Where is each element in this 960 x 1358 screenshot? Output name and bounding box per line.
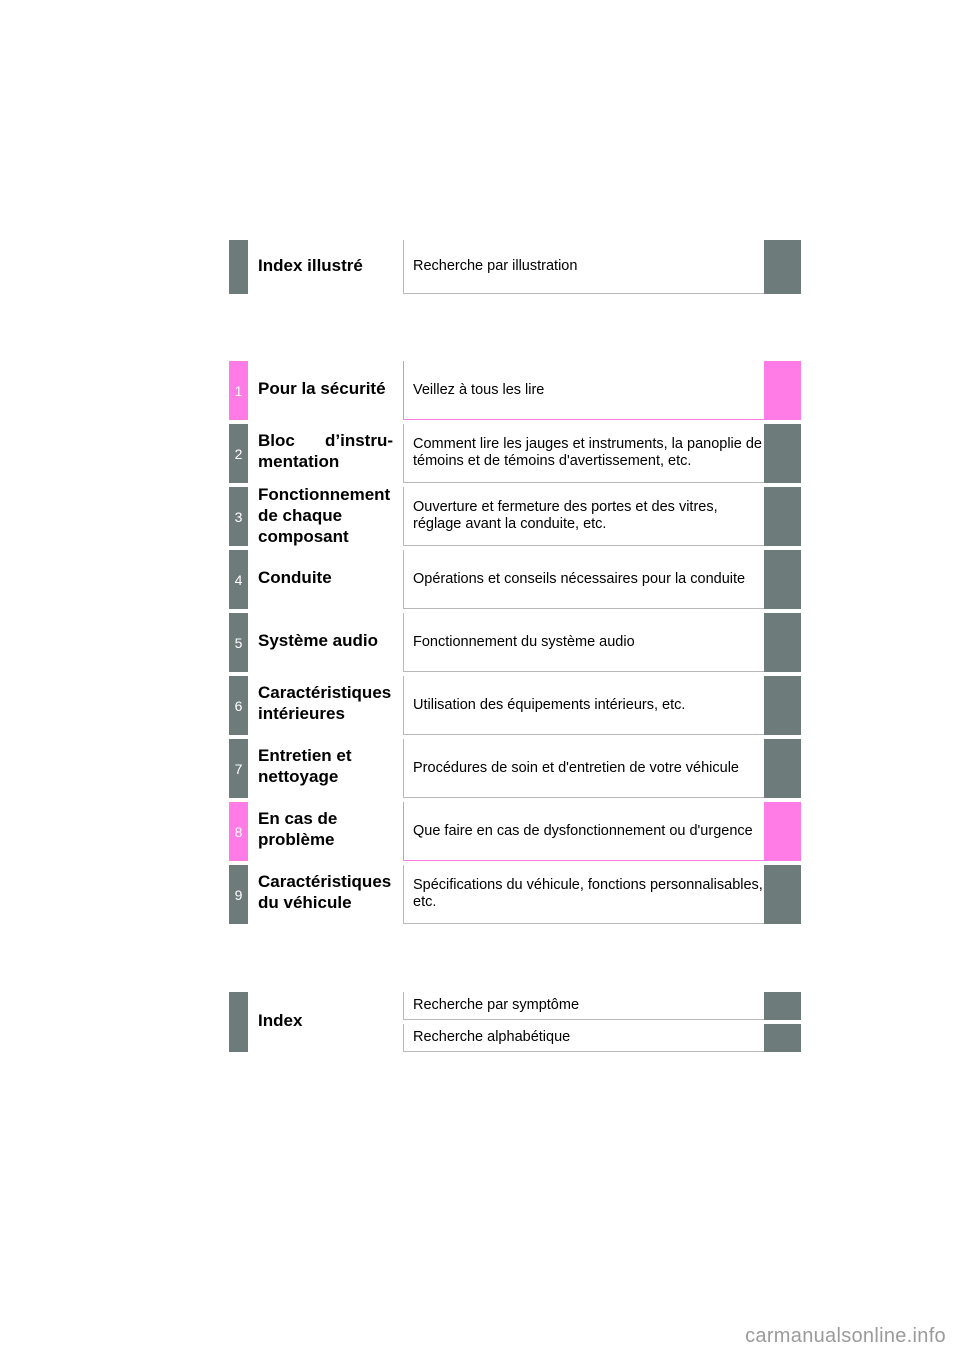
chapter-number: 2 bbox=[229, 424, 248, 483]
index-alphabetical-tab bbox=[764, 1024, 801, 1052]
index-row bbox=[229, 992, 801, 1052]
chapter-tab-right bbox=[764, 865, 801, 924]
chapter-tab-right bbox=[764, 802, 801, 861]
chapter-description: Fonctionnement du système audio bbox=[403, 613, 764, 672]
chapter-number: 1 bbox=[229, 361, 248, 420]
chapter-number: 9 bbox=[229, 865, 248, 924]
illustrated-index-row[interactable] bbox=[229, 240, 801, 294]
chapter-number: 7 bbox=[229, 739, 248, 798]
chapter-description: Spécifications du véhicule, fonctions personnalisables, etc. bbox=[403, 865, 764, 924]
index-symptom-tab bbox=[764, 992, 801, 1020]
chapter-row-3[interactable] bbox=[229, 487, 801, 546]
index-alphabetical-search[interactable] bbox=[403, 1024, 801, 1052]
index-symptom-search[interactable] bbox=[403, 992, 801, 1020]
index-tab-left bbox=[229, 992, 248, 1052]
chapter-title: Pour la sécurité bbox=[258, 379, 386, 398]
section-tab-left bbox=[229, 240, 248, 294]
chapter-title: Fonctionnement de chaque composant bbox=[258, 485, 391, 546]
chapter-row-5[interactable] bbox=[229, 613, 801, 672]
chapter-title: Système audio bbox=[258, 631, 378, 650]
chapter-row-7[interactable] bbox=[229, 739, 801, 798]
chapter-title: En cas de problème bbox=[258, 809, 338, 849]
chapter-tab-right bbox=[764, 676, 801, 735]
section-description: Recherche par illustration bbox=[403, 240, 764, 294]
chapter-number: 6 bbox=[229, 676, 248, 735]
chapter-description: Veillez à tous les lire bbox=[403, 361, 764, 420]
chapter-title: Caractéristiques intérieures bbox=[258, 683, 392, 723]
chapter-title: Entretien et nettoyage bbox=[258, 746, 352, 786]
chapter-title: Conduite bbox=[258, 568, 332, 587]
chapter-tab-right bbox=[764, 739, 801, 798]
chapter-row-4[interactable] bbox=[229, 550, 801, 609]
chapter-row-8[interactable] bbox=[229, 802, 801, 861]
chapter-description: Ouverture et fermeture des portes et des vitres, réglage avant la conduite, etc. bbox=[403, 487, 764, 546]
chapter-description: Opérations et conseils nécessaires pour la conduite bbox=[403, 550, 764, 609]
chapter-tab-right bbox=[764, 487, 801, 546]
chapter-number: 3 bbox=[229, 487, 248, 546]
chapter-description: Utilisation des équipements intérieurs, etc. bbox=[403, 676, 764, 735]
chapter-tab-right bbox=[764, 361, 801, 420]
watermark: carmanualsonline.info bbox=[745, 1325, 946, 1347]
chapter-row-6[interactable] bbox=[229, 676, 801, 735]
section-tab-right bbox=[764, 240, 801, 294]
chapter-description: Procédures de soin et d'entretien de votre véhicule bbox=[403, 739, 764, 798]
chapter-number: 4 bbox=[229, 550, 248, 609]
chapter-tab-right bbox=[764, 550, 801, 609]
chapter-number: 8 bbox=[229, 802, 248, 861]
chapter-tab-right bbox=[764, 424, 801, 483]
chapter-title: Caractéristiques du véhicule bbox=[258, 872, 392, 912]
chapter-tab-right bbox=[764, 613, 801, 672]
chapter-row-2[interactable] bbox=[229, 424, 801, 483]
index-symptom-label: Recherche par symptôme bbox=[403, 992, 764, 1020]
section-title: Index illustré bbox=[258, 256, 363, 275]
chapter-row-9[interactable] bbox=[229, 865, 801, 924]
index-title: Index bbox=[258, 1011, 303, 1030]
chapter-title: Bloc d’instru- mentation bbox=[258, 431, 393, 471]
chapter-description: Que faire en cas de dysfonctionnement ou d'urgence bbox=[403, 802, 764, 861]
chapter-number: 5 bbox=[229, 613, 248, 672]
index-alphabetical-label: Recherche alphabétique bbox=[403, 1024, 764, 1052]
chapter-row-1[interactable] bbox=[229, 361, 801, 420]
chapter-description: Comment lire les jauges et instruments, la panoplie de témoins et de témoins d'avertissement, etc. bbox=[403, 424, 764, 483]
